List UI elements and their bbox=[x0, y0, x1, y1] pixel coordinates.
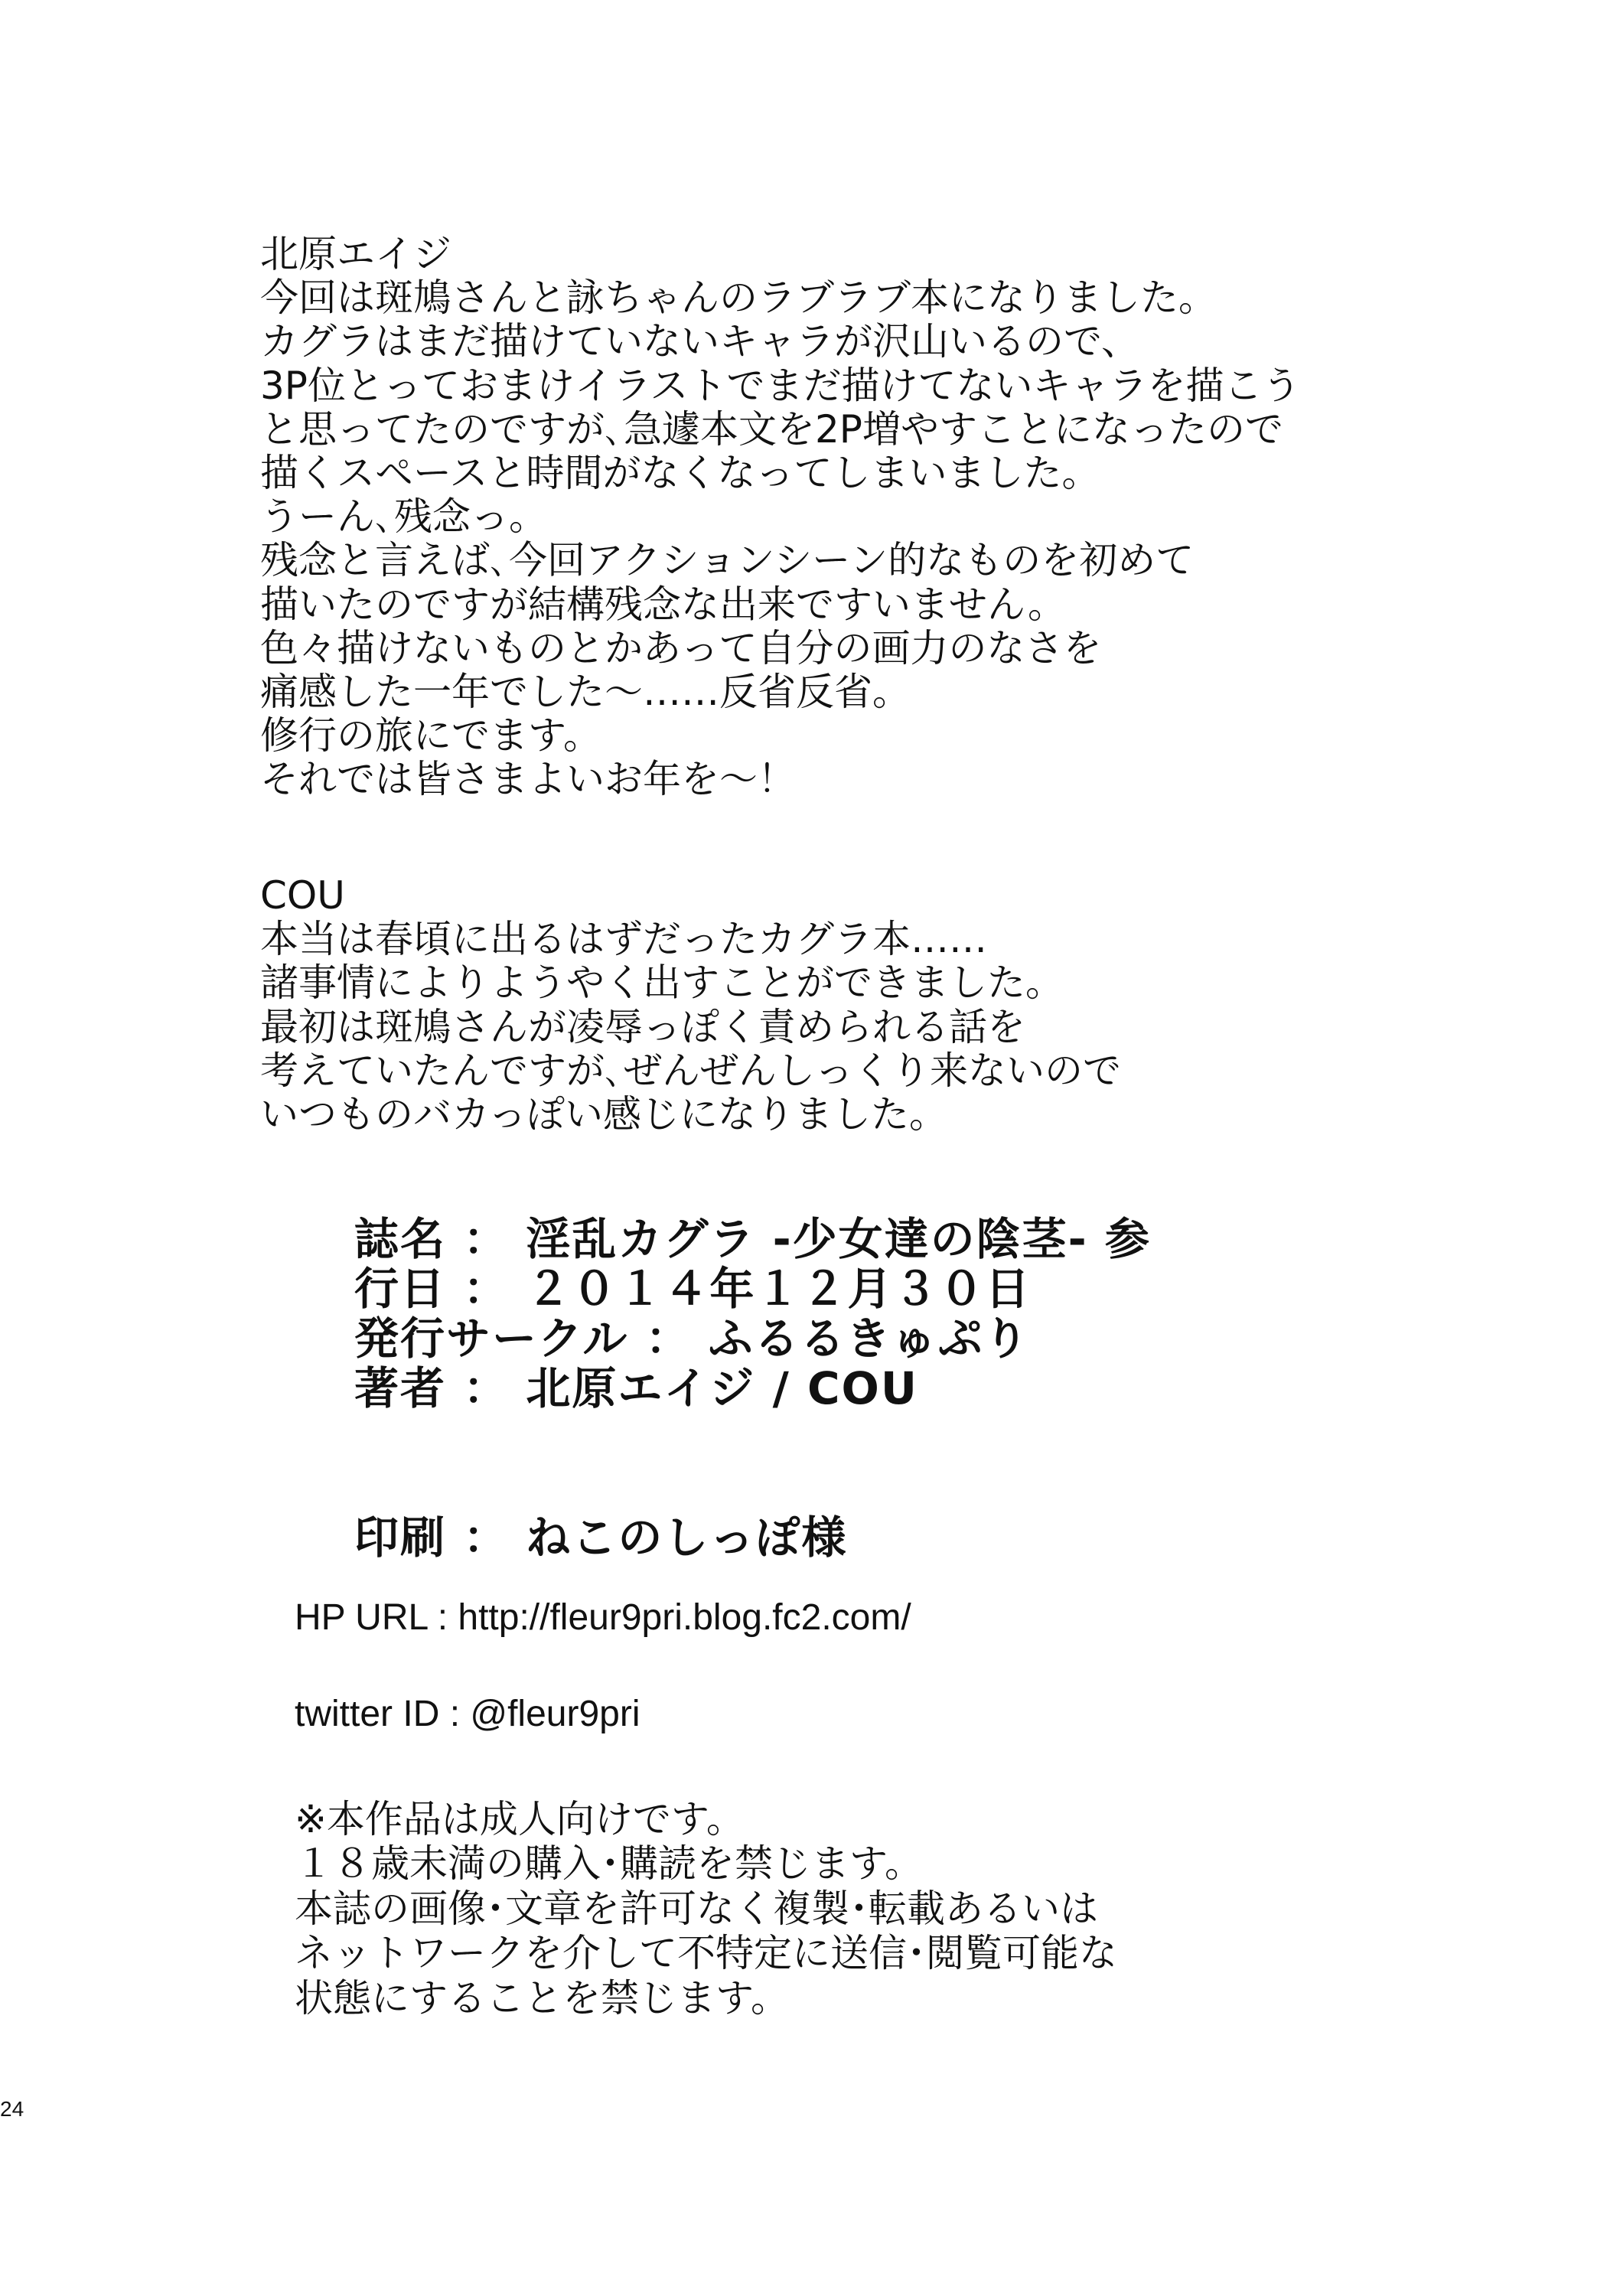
colophon-date: 行日 ： ２０１４年１２月３０日 bbox=[354, 1263, 1032, 1315]
comment-line: 諸事情によりようやく出すことができました。 bbox=[260, 960, 1064, 1006]
comment-line: 本当は春頃に出るはずだったカグラ本…… bbox=[260, 917, 987, 962]
author-comment-cou bbox=[260, 873, 1121, 1139]
printer-credit bbox=[354, 1512, 848, 1564]
comment-line: うーん､残念っ。 bbox=[260, 494, 547, 540]
notice-line: 状態にすることを禁じます。 bbox=[295, 1975, 789, 2020]
contact-links bbox=[295, 1597, 911, 1734]
comment-line: 考えていたんですが､ぜんぜんしっくり来ないので bbox=[260, 1048, 1121, 1093]
author-name: COU bbox=[260, 873, 345, 918]
notice-line: １８歳未満の購入･購読を禁じます。 bbox=[295, 1841, 923, 1887]
comment-line: カグラはまだ描けていないキャラが沢山いるので、 bbox=[260, 319, 1139, 364]
colophon-authors: 著者 ： 北原エイジ / COU bbox=[354, 1362, 918, 1414]
twitter-id[interactable]: twitter ID : @fleur9pri bbox=[295, 1694, 641, 1734]
comment-line: 最初は斑鳩さんが凌辱っぽく責められる話を bbox=[260, 1004, 1025, 1049]
comment-line: 3P位とっておまけイラストでまだ描けてないキャラを描こう bbox=[260, 363, 1301, 408]
author-name: 北原エイジ bbox=[260, 232, 451, 276]
comment-line: と思ってたのですが､急遽本文を2P増やすことになったので bbox=[260, 406, 1283, 452]
page-number: 24 bbox=[0, 2097, 24, 2121]
comment-line: 今回は斑鳩さんと詠ちゃんのラブラブ本になりました。 bbox=[260, 276, 1217, 321]
author-comment-kitahara bbox=[260, 232, 1301, 804]
comment-line: 残念と言えば､今回アクションシーン的なものを初めて bbox=[260, 538, 1195, 583]
hp-url[interactable]: HP URL : http://fleur9pri.blog.fc2.com/ bbox=[295, 1597, 911, 1638]
notice-line: ※本作品は成人向けです。 bbox=[295, 1797, 745, 1841]
colophon-title: 誌名 ： 淫乱カグラ -少女達の陰茎- 参 bbox=[354, 1213, 1151, 1265]
colophon-circle: 発行サークル ： ふるるきゅぷり bbox=[354, 1313, 1030, 1365]
printer-line: 印刷 ： ねこのしっぽ様 bbox=[354, 1512, 848, 1564]
notice-line: 本誌の画像･文章を許可なく複製･転載あるいは bbox=[295, 1886, 1098, 1931]
comment-line: 描くスペースと時間がなくなってしまいました。 bbox=[260, 450, 1100, 495]
comment-line: 痛感した一年でした〜……反省反省。 bbox=[260, 669, 911, 714]
comment-line: 色々描けないものとかあって自分の画力のなさを bbox=[260, 625, 1102, 670]
notice-line: ネットワークを介して不特定に送信･閲覧可能な bbox=[295, 1931, 1117, 1976]
adult-notice bbox=[295, 1797, 1117, 2024]
comment-line: いつものバカっぽい感じになりました。 bbox=[260, 1091, 947, 1137]
comment-line: それでは皆さまよいお年を〜！ bbox=[260, 757, 796, 802]
colophon bbox=[354, 1213, 1151, 1416]
comment-line: 描いたのですが結構残念な出来ですいません。 bbox=[260, 582, 1066, 627]
comment-line: 修行の旅にでます。 bbox=[260, 713, 601, 758]
